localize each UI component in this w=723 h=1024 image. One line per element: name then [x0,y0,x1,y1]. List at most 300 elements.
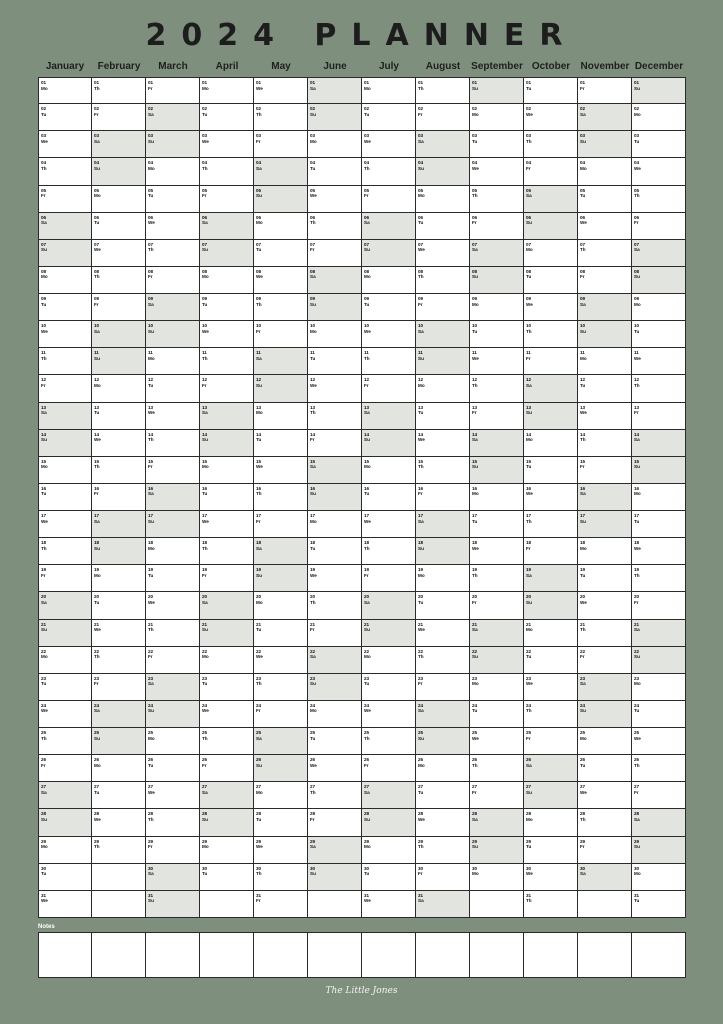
day-cell[interactable] [254,321,308,348]
day-cell[interactable] [38,104,92,131]
day-cell[interactable] [362,131,416,158]
day-cell[interactable] [578,321,632,348]
day-cell[interactable] [416,104,470,131]
day-cell[interactable] [38,294,92,321]
day-cell[interactable] [92,755,146,782]
day-cell[interactable] [578,538,632,565]
day-cell[interactable] [308,620,362,647]
day-cell[interactable] [92,538,146,565]
day-cell[interactable] [308,104,362,131]
day-cell[interactable] [578,457,632,484]
day-cell[interactable] [632,348,686,375]
day-cell[interactable] [524,131,578,158]
day-cell[interactable] [578,864,632,891]
day-cell[interactable] [470,321,524,348]
day-cell[interactable] [146,647,200,674]
day-cell[interactable] [578,837,632,864]
day-cell[interactable] [254,809,308,836]
day-cell[interactable] [632,538,686,565]
day-cell[interactable] [362,158,416,185]
day-cell[interactable] [578,809,632,836]
day-cell[interactable] [470,375,524,402]
day-cell[interactable] [254,348,308,375]
day-cell[interactable] [416,484,470,511]
day-cell[interactable] [254,240,308,267]
day-cell[interactable] [362,430,416,457]
day-cell[interactable] [146,565,200,592]
day-cell[interactable] [254,538,308,565]
day-cell[interactable] [524,809,578,836]
day-cell[interactable] [200,77,254,104]
day-cell[interactable] [38,403,92,430]
day-cell[interactable] [200,620,254,647]
day-cell[interactable] [416,538,470,565]
notes-cell[interactable] [200,932,254,978]
day-cell[interactable] [632,511,686,538]
day-cell[interactable] [200,267,254,294]
day-cell[interactable] [524,77,578,104]
day-cell[interactable] [524,755,578,782]
day-cell[interactable] [524,375,578,402]
day-cell[interactable] [524,186,578,213]
day-cell[interactable] [38,891,92,918]
day-cell[interactable] [632,131,686,158]
day-cell[interactable] [578,131,632,158]
day-cell[interactable] [254,647,308,674]
day-cell[interactable] [416,213,470,240]
day-cell[interactable] [524,348,578,375]
day-cell[interactable] [92,511,146,538]
day-cell[interactable] [146,294,200,321]
day-cell[interactable] [362,837,416,864]
day-cell[interactable] [470,674,524,701]
day-cell[interactable] [92,403,146,430]
day-cell[interactable] [92,267,146,294]
day-cell[interactable] [92,375,146,402]
day-cell[interactable] [470,782,524,809]
day-cell[interactable] [200,565,254,592]
day-cell[interactable] [632,728,686,755]
day-cell[interactable] [578,104,632,131]
day-cell[interactable] [254,837,308,864]
day-cell[interactable] [524,294,578,321]
day-cell[interactable] [200,837,254,864]
day-cell[interactable] [254,158,308,185]
day-cell[interactable] [254,674,308,701]
day-cell[interactable] [254,782,308,809]
day-cell[interactable] [92,158,146,185]
day-cell[interactable] [578,728,632,755]
day-cell[interactable] [416,131,470,158]
day-cell[interactable] [416,782,470,809]
day-cell[interactable] [416,294,470,321]
day-cell[interactable] [578,77,632,104]
day-cell[interactable] [524,213,578,240]
day-cell[interactable] [362,348,416,375]
day-cell[interactable] [38,728,92,755]
day-cell[interactable] [470,104,524,131]
day-cell[interactable] [92,809,146,836]
day-cell[interactable] [578,213,632,240]
notes-cell[interactable] [92,932,146,978]
day-cell[interactable] [146,348,200,375]
day-cell[interactable] [362,484,416,511]
day-cell[interactable] [38,809,92,836]
day-cell[interactable] [578,240,632,267]
day-cell[interactable] [362,538,416,565]
day-cell[interactable] [146,891,200,918]
day-cell[interactable] [632,240,686,267]
day-cell[interactable] [146,321,200,348]
day-cell[interactable] [416,620,470,647]
day-cell[interactable] [578,430,632,457]
day-cell[interactable] [524,321,578,348]
day-cell[interactable] [254,186,308,213]
day-cell[interactable] [38,457,92,484]
day-cell[interactable] [416,186,470,213]
day-cell[interactable] [200,809,254,836]
day-cell[interactable] [38,430,92,457]
day-cell[interactable] [146,592,200,619]
day-cell[interactable] [92,674,146,701]
day-cell[interactable] [38,158,92,185]
day-cell[interactable] [254,267,308,294]
day-cell[interactable] [416,267,470,294]
day-cell[interactable] [524,430,578,457]
day-cell[interactable] [92,294,146,321]
day-cell[interactable] [92,565,146,592]
day-cell[interactable] [416,701,470,728]
day-cell[interactable] [146,728,200,755]
day-cell[interactable] [38,484,92,511]
day-cell[interactable] [362,647,416,674]
day-cell[interactable] [308,674,362,701]
day-cell[interactable] [254,701,308,728]
day-cell[interactable] [632,701,686,728]
day-cell[interactable] [254,755,308,782]
day-cell[interactable] [146,809,200,836]
day-cell[interactable] [524,565,578,592]
day-cell[interactable] [308,267,362,294]
notes-cell[interactable] [416,932,470,978]
day-cell[interactable] [146,158,200,185]
day-cell[interactable] [200,592,254,619]
day-cell[interactable] [38,186,92,213]
day-cell[interactable] [524,511,578,538]
day-cell[interactable] [92,131,146,158]
day-cell[interactable] [470,592,524,619]
notes-cell[interactable] [308,932,362,978]
notes-cell[interactable] [362,932,416,978]
day-cell[interactable] [146,131,200,158]
day-cell[interactable] [362,864,416,891]
day-cell[interactable] [308,755,362,782]
day-cell[interactable] [92,592,146,619]
day-cell[interactable] [632,375,686,402]
day-cell[interactable] [416,511,470,538]
day-cell[interactable] [146,403,200,430]
day-cell[interactable] [578,484,632,511]
day-cell[interactable] [146,620,200,647]
day-cell[interactable] [200,375,254,402]
day-cell[interactable] [524,864,578,891]
day-cell[interactable] [254,403,308,430]
day-cell[interactable] [632,837,686,864]
day-cell[interactable] [362,701,416,728]
day-cell[interactable] [470,755,524,782]
day-cell[interactable] [632,674,686,701]
day-cell[interactable] [362,186,416,213]
day-cell[interactable] [254,511,308,538]
day-cell[interactable] [38,240,92,267]
day-cell[interactable] [200,294,254,321]
day-cell[interactable] [200,728,254,755]
day-cell[interactable] [632,457,686,484]
day-cell[interactable] [632,592,686,619]
day-cell[interactable] [308,782,362,809]
day-cell[interactable] [92,647,146,674]
day-cell[interactable] [416,457,470,484]
day-cell[interactable] [308,131,362,158]
day-cell[interactable] [578,620,632,647]
day-cell[interactable] [254,728,308,755]
day-cell[interactable] [578,294,632,321]
day-cell[interactable] [578,755,632,782]
day-cell[interactable] [308,348,362,375]
day-cell[interactable] [524,837,578,864]
day-cell[interactable] [632,403,686,430]
day-cell[interactable] [524,538,578,565]
day-cell[interactable] [362,674,416,701]
day-cell[interactable] [308,538,362,565]
day-cell[interactable] [146,104,200,131]
day-cell[interactable] [38,348,92,375]
day-cell[interactable] [146,701,200,728]
day-cell[interactable] [578,782,632,809]
day-cell[interactable] [254,213,308,240]
day-cell[interactable] [308,647,362,674]
day-cell[interactable] [578,511,632,538]
day-cell[interactable] [578,158,632,185]
notes-cell[interactable] [578,932,632,978]
day-cell[interactable] [416,565,470,592]
day-cell[interactable] [200,131,254,158]
day-cell[interactable] [470,186,524,213]
day-cell[interactable] [146,837,200,864]
day-cell[interactable] [632,647,686,674]
day-cell[interactable] [416,348,470,375]
day-cell[interactable] [38,647,92,674]
day-cell[interactable] [146,674,200,701]
day-cell[interactable] [524,240,578,267]
day-cell[interactable] [632,186,686,213]
day-cell[interactable] [308,457,362,484]
day-cell[interactable] [524,104,578,131]
day-cell[interactable] [200,213,254,240]
day-cell[interactable] [470,403,524,430]
day-cell[interactable] [200,674,254,701]
day-cell[interactable] [200,158,254,185]
day-cell[interactable] [200,403,254,430]
day-cell[interactable] [470,511,524,538]
day-cell[interactable] [146,864,200,891]
day-cell[interactable] [470,457,524,484]
day-cell[interactable] [362,565,416,592]
day-cell[interactable] [362,77,416,104]
day-cell[interactable] [416,592,470,619]
day-cell[interactable] [524,647,578,674]
day-cell[interactable] [92,430,146,457]
day-cell[interactable] [524,891,578,918]
day-cell[interactable] [362,267,416,294]
day-cell[interactable] [254,294,308,321]
day-cell[interactable] [38,375,92,402]
day-cell[interactable] [200,782,254,809]
day-cell[interactable] [362,891,416,918]
day-cell[interactable] [146,430,200,457]
day-cell[interactable] [362,728,416,755]
day-cell[interactable] [362,592,416,619]
day-cell[interactable] [92,837,146,864]
day-cell[interactable] [524,592,578,619]
day-cell[interactable] [470,565,524,592]
day-cell[interactable] [524,457,578,484]
day-cell[interactable] [524,620,578,647]
day-cell[interactable] [146,457,200,484]
day-cell[interactable] [362,104,416,131]
day-cell[interactable] [632,294,686,321]
day-cell[interactable] [146,77,200,104]
notes-cell[interactable] [632,932,686,978]
day-cell[interactable] [254,457,308,484]
day-cell[interactable] [632,891,686,918]
day-cell[interactable] [200,348,254,375]
day-cell[interactable] [416,674,470,701]
day-cell[interactable] [200,484,254,511]
day-cell[interactable] [632,782,686,809]
day-cell[interactable] [92,457,146,484]
day-cell[interactable] [470,267,524,294]
day-cell[interactable] [92,728,146,755]
day-cell[interactable] [416,837,470,864]
day-cell[interactable] [200,321,254,348]
day-cell[interactable] [254,565,308,592]
day-cell[interactable] [146,240,200,267]
day-cell[interactable] [362,809,416,836]
day-cell[interactable] [524,158,578,185]
day-cell[interactable] [578,592,632,619]
day-cell[interactable] [524,728,578,755]
day-cell[interactable] [254,891,308,918]
day-cell[interactable] [38,864,92,891]
day-cell[interactable] [470,647,524,674]
day-cell[interactable] [416,728,470,755]
day-cell[interactable] [308,240,362,267]
day-cell[interactable] [254,484,308,511]
day-cell[interactable] [38,565,92,592]
day-cell[interactable] [308,403,362,430]
day-cell[interactable] [254,430,308,457]
day-cell[interactable] [38,701,92,728]
notes-cell[interactable] [38,932,92,978]
day-cell[interactable] [632,484,686,511]
day-cell[interactable] [416,864,470,891]
day-cell[interactable] [308,294,362,321]
notes-cell[interactable] [470,932,524,978]
day-cell[interactable] [362,240,416,267]
day-cell[interactable] [200,511,254,538]
day-cell[interactable] [92,701,146,728]
day-cell[interactable] [146,186,200,213]
day-cell[interactable] [524,674,578,701]
day-cell[interactable] [308,728,362,755]
day-cell[interactable] [308,592,362,619]
day-cell[interactable] [200,104,254,131]
day-cell[interactable] [362,213,416,240]
day-cell[interactable] [470,484,524,511]
day-cell[interactable] [416,240,470,267]
day-cell[interactable] [632,104,686,131]
day-cell[interactable] [146,755,200,782]
day-cell[interactable] [200,864,254,891]
day-cell[interactable] [632,864,686,891]
day-cell[interactable] [308,511,362,538]
day-cell[interactable] [146,375,200,402]
day-cell[interactable] [470,430,524,457]
day-cell[interactable] [578,375,632,402]
day-cell[interactable] [308,430,362,457]
day-cell[interactable] [38,674,92,701]
day-cell[interactable] [254,620,308,647]
day-cell[interactable] [308,484,362,511]
notes-cell[interactable] [254,932,308,978]
day-cell[interactable] [470,837,524,864]
day-cell[interactable] [524,267,578,294]
day-cell[interactable] [92,348,146,375]
day-cell[interactable] [308,701,362,728]
day-cell[interactable] [38,213,92,240]
day-cell[interactable] [362,321,416,348]
day-cell[interactable] [200,186,254,213]
day-cell[interactable] [632,755,686,782]
day-cell[interactable] [200,755,254,782]
day-cell[interactable] [362,375,416,402]
day-cell[interactable] [38,538,92,565]
day-cell[interactable] [632,213,686,240]
day-cell[interactable] [578,701,632,728]
day-cell[interactable] [578,403,632,430]
day-cell[interactable] [470,213,524,240]
day-cell[interactable] [38,592,92,619]
day-cell[interactable] [416,809,470,836]
day-cell[interactable] [38,837,92,864]
day-cell[interactable] [254,592,308,619]
day-cell[interactable] [524,782,578,809]
day-cell[interactable] [632,158,686,185]
day-cell[interactable] [38,755,92,782]
day-cell[interactable] [200,457,254,484]
day-cell[interactable] [632,565,686,592]
day-cell[interactable] [146,538,200,565]
day-cell[interactable] [362,782,416,809]
day-cell[interactable] [38,321,92,348]
day-cell[interactable] [416,891,470,918]
day-cell[interactable] [632,620,686,647]
day-cell[interactable] [632,77,686,104]
day-cell[interactable] [470,348,524,375]
day-cell[interactable] [416,375,470,402]
day-cell[interactable] [308,77,362,104]
